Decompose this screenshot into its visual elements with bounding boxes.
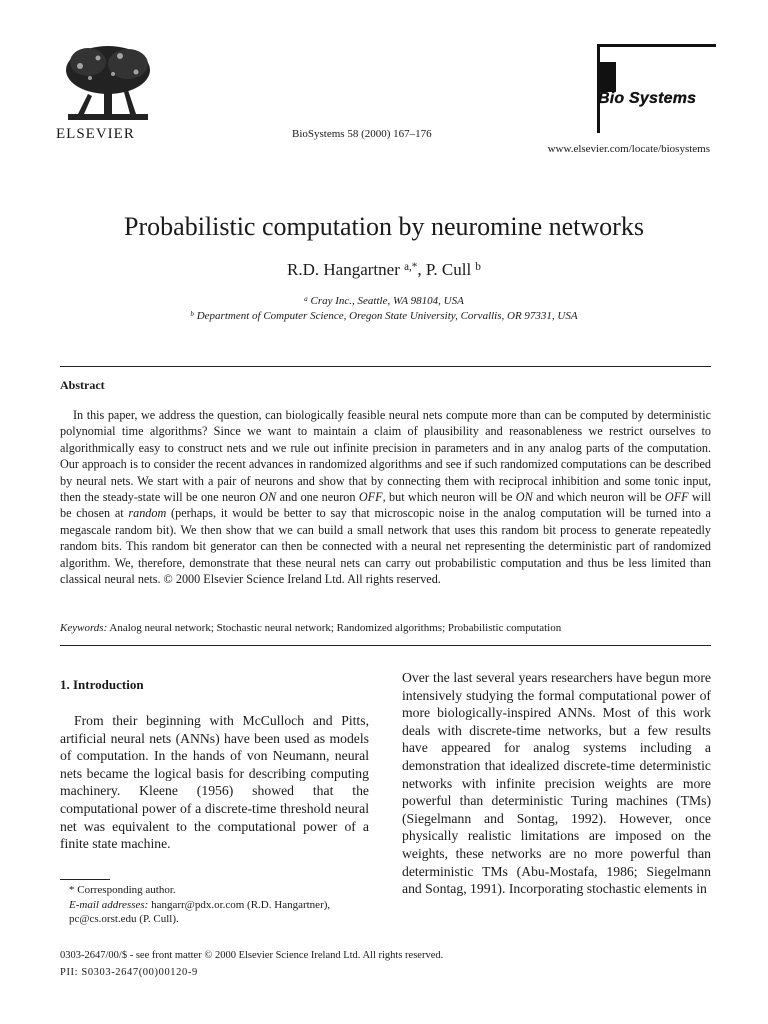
section-heading: 1. Introduction — [60, 677, 144, 692]
footnote — [60, 883, 369, 927]
front-matter-line: 0303-2647/00/$ - see front matter © 2000 Elsevier Science Ireland Ltd. All rights reserved. — [60, 950, 444, 961]
journal-citation: BioSystems 58 (2000) 167–176 — [292, 128, 432, 140]
email-addresses: E-mail addresses: hangarr@pdx.or.com (R.D. Hangartner), pc@cs.orst.edu (P. Cull). — [69, 898, 331, 925]
author-name: R.D. Hangartner — [287, 260, 400, 279]
journal-logo-mark-icon — [600, 62, 616, 92]
affiliation-text: Department of Computer Science, Oregon State University, Corvallis, OR 97331, USA — [196, 310, 578, 322]
abstract-heading: Abstract — [60, 378, 105, 392]
author-affiliation-mark: b — [475, 261, 481, 274]
author-affiliation-mark: a,* — [404, 261, 418, 274]
keywords-label: Keywords: — [60, 622, 108, 634]
author-list — [0, 260, 768, 280]
journal-logo-text: Bio Systems — [598, 90, 697, 107]
intro-paragraph: From their beginning with McCulloch and Pitts, artificial neural nets (ANNs) have been used as models of computation. In the hands of von Neumann, neural nets became the logical basis for describing computing machinery. Kleene (1956) showed that the computational power of a discrete-time threshold neural net was equivalent to the computational power of a finite state machine. — [60, 713, 369, 852]
footnote-divider — [60, 879, 110, 880]
journal-url[interactable]: www.elsevier.com/locate/biosystems — [547, 143, 710, 155]
elsevier-tree-logo — [58, 42, 158, 128]
author-name: , P. Cull — [417, 260, 472, 279]
abstract-body: In this paper, we address the question, can biologically feasible neural nets compute more than can be computed by deterministic polynomial time algorithms? Since we want to maintain a claim of plausibility and reasonableness we restrict ourselves to algorithmically easy to construct nets and we rule out infinite precision in parameters and in any analog parts of the computation. Our approach is to consider the recent advances in randomized algorithms and see if such randomized computations can be described by neural nets. We start with a pair of neurons and show that by connecting them with reciprocal inhibition and some tonic input, then the steady-state will be one neuron ON and one neuron OFF, but which neuron will be ON and which neuron will be OFF will be chosen at random (perhaps, it would be better to say that microscopic noise in the analog computation will be turned into a megascale random bit). We then show that we can build a small network that uses this random bit process to generate repeatedly random bits. This random bit generator can then be connected with a neural net representing the deterministic part of randomized algorithm. We, therefore, demonstrate that these neural nets can carry out probabilistic computation and thus be less limited than classical neural nets. © 2000 Elsevier Science Ireland Ltd. All rights reserved. — [60, 408, 711, 587]
corresponding-author-note: * Corresponding author. — [69, 884, 176, 896]
keywords-list: Analog neural network; Stochastic neural network; Randomized algorithms; Probabilistic computation — [107, 622, 562, 634]
affiliation-mark: b — [190, 309, 194, 318]
keywords — [60, 622, 561, 634]
divider — [60, 645, 711, 646]
article-title: Probabilistic computation by neuromine networks — [124, 212, 644, 241]
affiliation-a — [0, 295, 768, 307]
affiliation-b — [0, 310, 768, 322]
affiliation-text: Cray Inc., Seattle, WA 98104, USA — [310, 295, 464, 307]
affiliation-mark: a — [304, 294, 308, 303]
pii-line: PII: S0303-2647(00)00120-9 — [60, 967, 198, 978]
divider — [60, 366, 711, 367]
right-column-paragraph: Over the last several years researchers have begun more intensively studying the formal computational power of more biologically-inspired ANNs. Most of this work deals with discrete-time networks, but a few results have appeared for analog systems including a demonstration that idealized discrete-time deterministic networks with infinite precision weights are more powerful than deterministic Turing machines (TMs) (Siegelmann and Sontag, 1992). However, once physically realistic limitations are imposed on the weights, these networks are no more powerful than deterministic TMs (Abu-Mostafa, 1986; Siegelmann and Sontag, 1991). Incorporating stochastic elements in — [402, 670, 711, 897]
publisher-name: ELSEVIER — [56, 126, 135, 142]
